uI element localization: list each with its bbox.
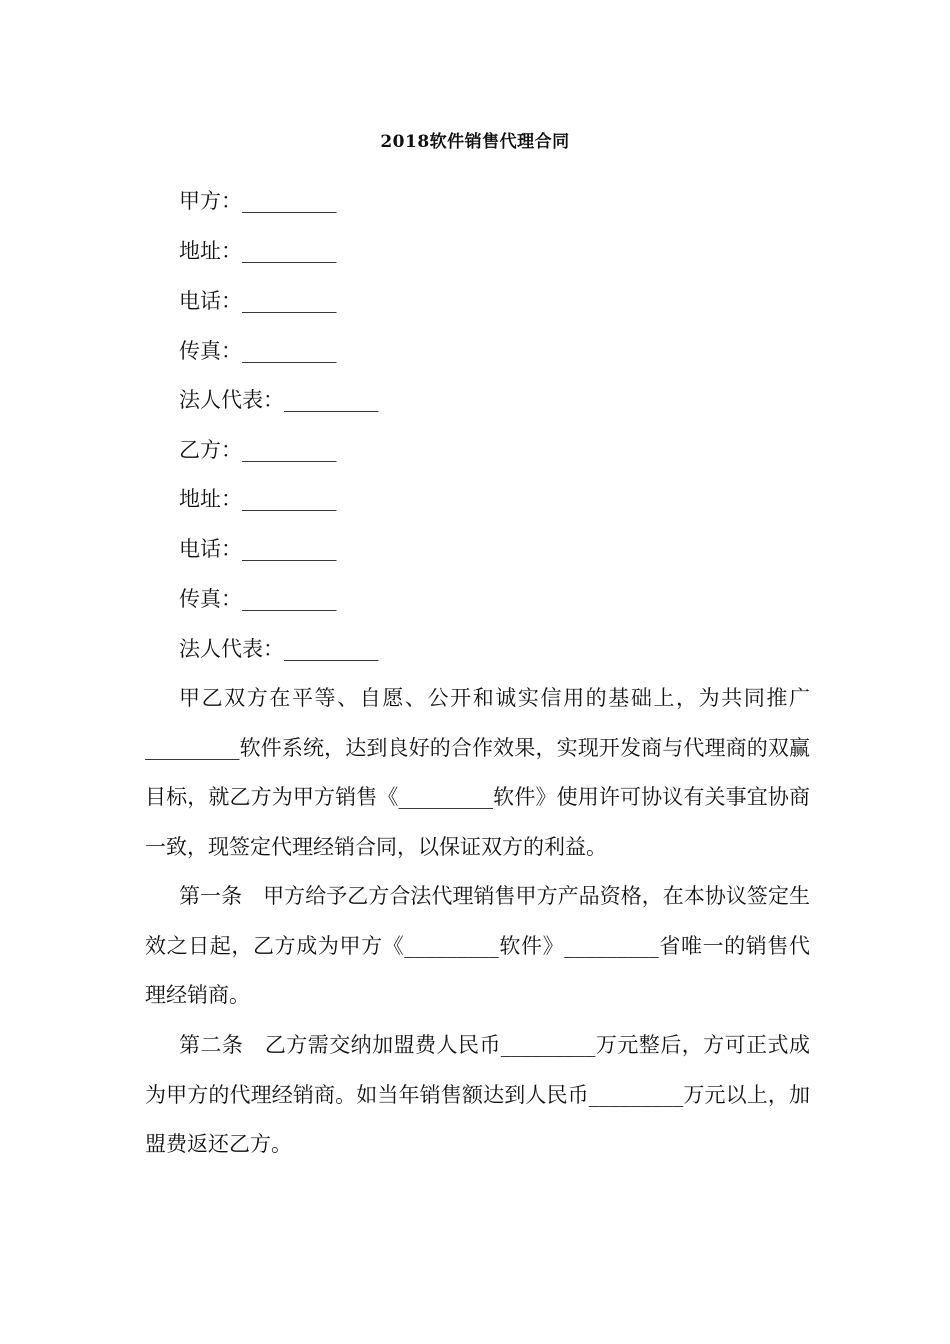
party-a-name-field: 甲方：_________ [179, 189, 337, 213]
party-a-legal-rep-field: 法人代表：_________ [179, 388, 379, 412]
party-b-fax-field: 传真：_________ [179, 587, 337, 611]
party-b-phone-field: 电话：_________ [179, 537, 337, 561]
party-a-phone-field: 电话：_________ [179, 289, 337, 313]
party-a-address-field: 地址：_________ [179, 239, 337, 263]
party-b-address-field: 地址：_________ [179, 487, 337, 511]
party-a-fax-field: 传真：_________ [179, 339, 337, 363]
preamble-paragraph: 甲乙双方在平等、自愿、公开和诚实信用的基础上，为共同推广_________软件系统，达到良好的合作效果，实现开发商与代理商的双赢目标，就乙方为甲方销售《_________软件》使用许可协议有关事宜协商一致，现签定代理经销合同，以保证双方的利益。 [145, 686, 810, 859]
article-1-paragraph: 第一条 甲方给予乙方合法代理销售甲方产品资格，在本协议签定生效之日起，乙方成为甲方《_________软件》_________省唯一的销售代理经销商。 [145, 884, 810, 1008]
article-2-paragraph: 第二条 乙方需交纳加盟费人民币_________万元整后，方可正式成为甲方的代理经销商。如当年销售额达到人民币_________万元以上，加盟费返还乙方。 [145, 1033, 810, 1157]
party-b-name-field: 乙方：_________ [179, 438, 337, 462]
document-title: 2018软件销售代理合同 [380, 132, 570, 152]
party-b-legal-rep-field: 法人代表：_________ [179, 637, 379, 661]
